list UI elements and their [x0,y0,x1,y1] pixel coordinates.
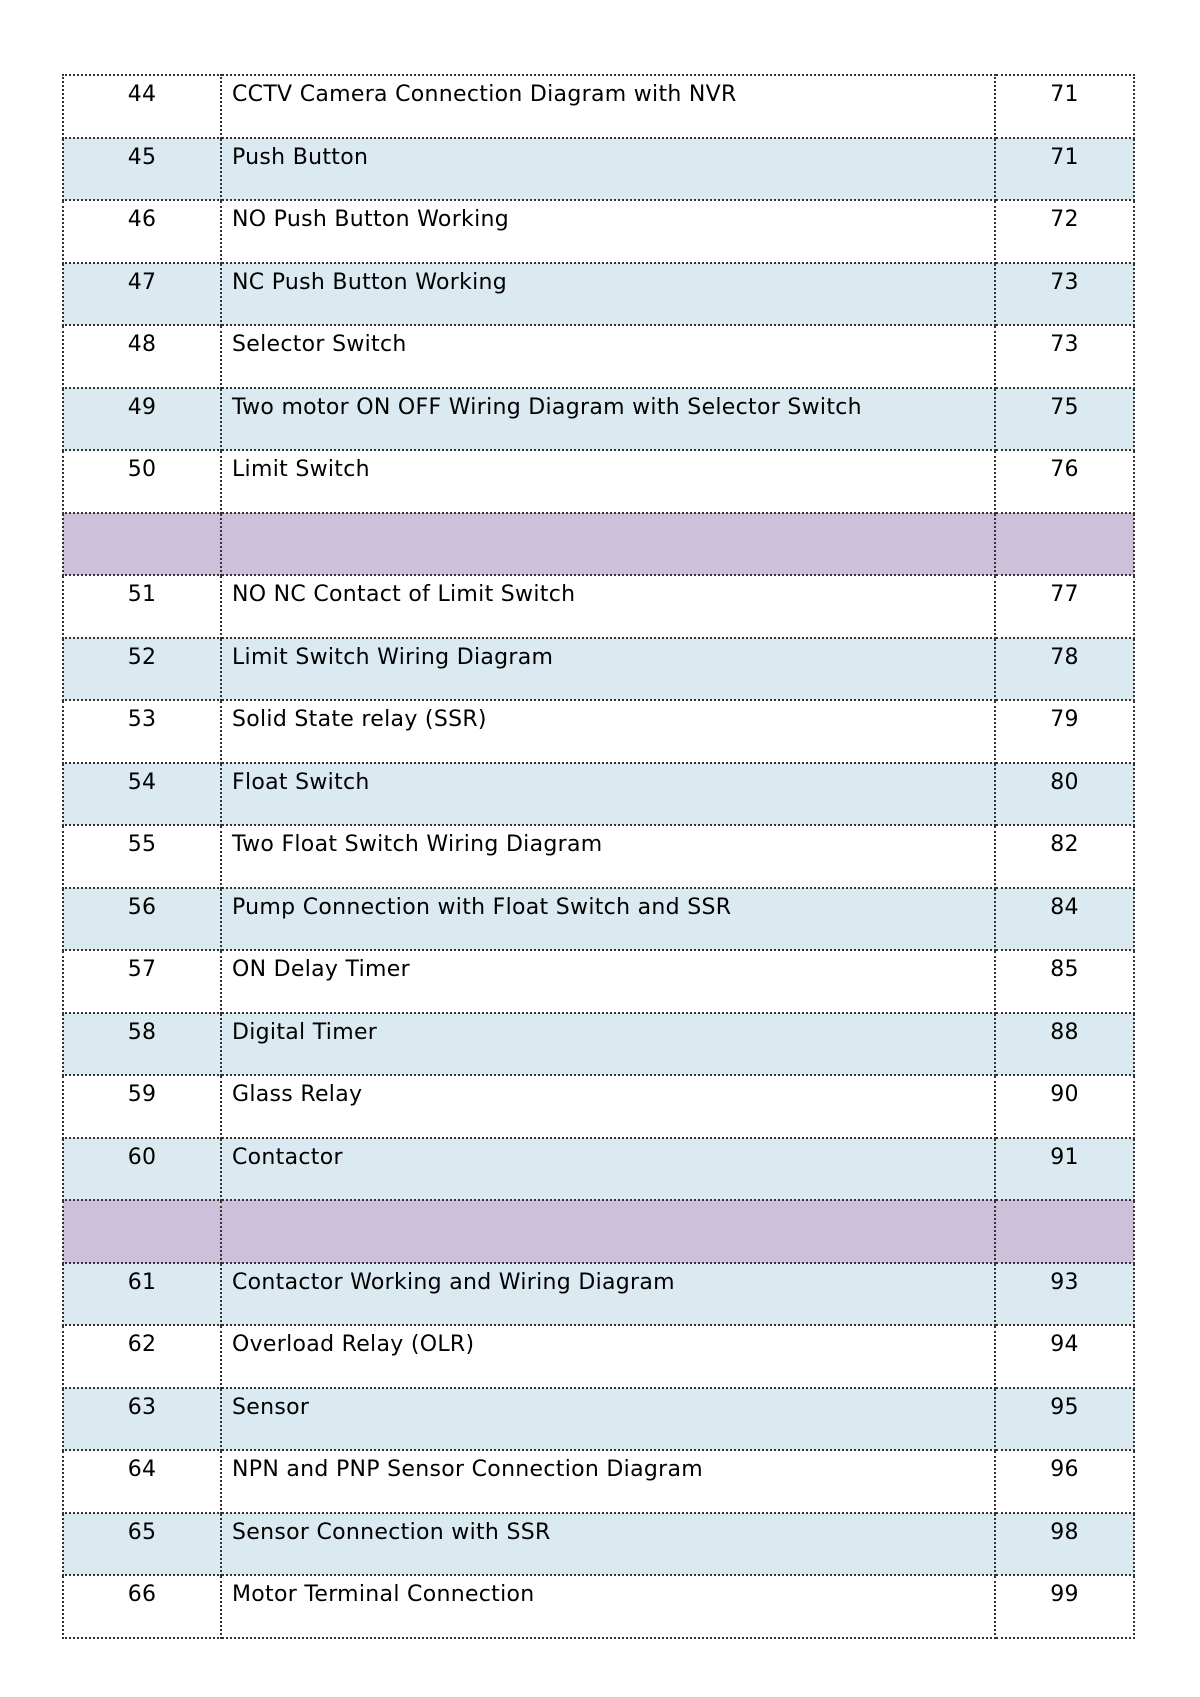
entry-page-number: 79 [1050,707,1079,732]
entry-number-cell [63,263,221,326]
entry-title-cell [221,1013,995,1076]
toc-row [63,388,1134,451]
entry-title: Limit Switch Wiring Diagram [232,644,554,670]
toc-row [63,1075,1134,1138]
separator-cell [63,1200,221,1263]
entry-title-cell [221,1325,995,1388]
entry-number-cell [63,763,221,826]
entry-title: Sensor [232,1394,310,1420]
toc-row [63,700,1134,763]
separator-cell [221,513,995,576]
entry-title: Motor Terminal Connection [232,1582,535,1607]
entry-title-cell [221,75,995,138]
entry-title-cell [221,1575,995,1638]
entry-title: Two motor ON OFF Wiring Diagram with Selector Switch [232,394,862,420]
entry-page-number-cell [995,825,1134,888]
toc-row [63,1325,1134,1388]
toc-row [63,763,1134,826]
entry-page-number-cell [995,388,1134,451]
entry-number-cell [63,1263,221,1326]
entry-page-number: 73 [1050,269,1079,295]
entry-number-cell [63,1513,221,1576]
entry-number: 47 [127,269,157,295]
entry-title: Contactor [232,1144,343,1170]
entry-number-cell [63,1075,221,1138]
entry-number: 66 [127,1582,157,1607]
section-separator-row [63,1200,1134,1263]
entry-page-number: 80 [1050,769,1079,795]
entry-number-cell [63,200,221,263]
entry-number-cell [63,138,221,201]
entry-page-number-cell [995,1450,1134,1513]
toc-row [63,1263,1134,1326]
entry-title: NO Push Button Working [232,207,510,232]
entry-page-number-cell [995,1013,1134,1076]
entry-title-cell [221,388,995,451]
entry-number-cell [63,950,221,1013]
entry-number-cell [63,325,221,388]
entry-title-cell [221,263,995,326]
entry-title: Selector Switch [232,332,407,357]
entry-title-cell [221,1263,995,1326]
entry-number-cell [63,1450,221,1513]
table-of-contents [62,74,1135,1639]
entry-page-number-cell [995,1075,1134,1138]
entry-page-number: 91 [1050,1144,1079,1170]
toc-row [63,1388,1134,1451]
entry-title-cell [221,700,995,763]
entry-page-number-cell [995,763,1134,826]
entry-number: 63 [127,1394,157,1420]
entry-title-cell [221,888,995,951]
entry-number-cell [63,575,221,638]
entry-number: 46 [127,207,157,232]
entry-page-number-cell [995,138,1134,201]
entry-number-cell [63,1013,221,1076]
entry-page-number-cell [995,638,1134,701]
entry-title-cell [221,825,995,888]
entry-title-cell [221,450,995,513]
entry-page-number-cell [995,950,1134,1013]
entry-title-cell [221,638,995,701]
entry-title: NO NC Contact of Limit Switch [232,582,576,607]
entry-page-number-cell [995,1575,1134,1638]
entry-page-number-cell [995,1263,1134,1326]
entry-page-number-cell [995,325,1134,388]
entry-title-cell [221,1138,995,1201]
entry-page-number: 88 [1050,1019,1079,1045]
entry-page-number: 75 [1050,394,1079,420]
entry-page-number: 94 [1050,1332,1079,1357]
toc-row [63,263,1134,326]
entry-number: 62 [127,1332,157,1357]
entry-page-number-cell [995,200,1134,263]
entry-page-number: 73 [1050,332,1079,357]
separator-cell [995,513,1134,576]
toc-row [63,325,1134,388]
entry-title-cell [221,1513,995,1576]
entry-title: Digital Timer [232,1019,378,1045]
entry-number-cell [63,700,221,763]
entry-title: NC Push Button Working [232,269,508,295]
entry-page-number: 90 [1050,1082,1079,1107]
entry-number-cell [63,638,221,701]
toc-row [63,825,1134,888]
entry-page-number: 85 [1050,957,1079,982]
entry-number: 65 [127,1519,157,1545]
entry-title: Contactor Working and Wiring Diagram [232,1269,675,1295]
toc-row [63,888,1134,951]
entry-page-number-cell [995,888,1134,951]
entry-number-cell [63,1575,221,1638]
entry-number-cell [63,1388,221,1451]
entry-page-number-cell [995,700,1134,763]
entry-title: NPN and PNP Sensor Connection Diagram [232,1457,703,1482]
separator-cell [995,1200,1134,1263]
entry-title-cell [221,325,995,388]
entry-number: 64 [127,1457,157,1482]
entry-number-cell [63,75,221,138]
entry-title: Pump Connection with Float Switch and SSR [232,894,732,920]
toc-row [63,200,1134,263]
entry-number: 56 [127,894,157,920]
entry-page-number: 72 [1050,207,1079,232]
entry-title-cell [221,1450,995,1513]
entry-page-number: 77 [1050,582,1079,607]
entry-page-number-cell [995,575,1134,638]
entry-number: 52 [127,644,157,670]
entry-page-number-cell [995,263,1134,326]
toc-row [63,1513,1134,1576]
entry-number: 55 [127,832,157,857]
entry-number-cell [63,1138,221,1201]
entry-title: Overload Relay (OLR) [232,1332,475,1357]
toc-row [63,138,1134,201]
entry-page-number: 71 [1050,82,1079,107]
entry-title: CCTV Camera Connection Diagram with NVR [232,82,737,107]
toc-row [63,1450,1134,1513]
entry-title: Glass Relay [232,1082,363,1107]
entry-page-number-cell [995,1513,1134,1576]
toc-row [63,950,1134,1013]
toc-row [63,1013,1134,1076]
toc-row [63,1138,1134,1201]
entry-page-number: 71 [1050,144,1079,170]
toc-row [63,75,1134,138]
entry-page-number-cell [995,1138,1134,1201]
entry-title: ON Delay Timer [232,957,410,982]
toc-body [63,75,1134,1638]
section-separator-row [63,513,1134,576]
toc-row [63,575,1134,638]
entry-number-cell [63,888,221,951]
entry-title: Float Switch [232,769,370,795]
entry-number: 53 [127,707,157,732]
entry-page-number: 76 [1050,457,1079,482]
entry-title: Solid State relay (SSR) [232,707,487,732]
entry-page-number: 95 [1050,1394,1079,1420]
entry-number: 59 [127,1082,157,1107]
toc-row [63,638,1134,701]
entry-title: Push Button [232,144,369,170]
entry-page-number: 99 [1050,1582,1079,1607]
entry-number: 49 [127,394,157,420]
entry-title: Limit Switch [232,457,370,482]
entry-number-cell [63,450,221,513]
entry-title: Two Float Switch Wiring Diagram [232,832,603,857]
entry-page-number-cell [995,1388,1134,1451]
entry-number: 51 [127,582,157,607]
entry-title-cell [221,1388,995,1451]
entry-number: 61 [127,1269,157,1295]
entry-number: 48 [127,332,157,357]
entry-number-cell [63,1325,221,1388]
entry-title-cell [221,950,995,1013]
entry-number: 60 [127,1144,157,1170]
entry-page-number: 78 [1050,644,1079,670]
entry-page-number: 96 [1050,1457,1079,1482]
entry-number: 54 [127,769,157,795]
entry-page-number-cell [995,75,1134,138]
entry-title: Sensor Connection with SSR [232,1519,551,1545]
entry-number: 50 [127,457,157,482]
entry-number: 57 [127,957,157,982]
toc-row [63,1575,1134,1638]
entry-title-cell [221,200,995,263]
entry-page-number: 98 [1050,1519,1079,1545]
entry-title-cell [221,763,995,826]
entry-number-cell [63,825,221,888]
entry-page-number-cell [995,1325,1134,1388]
separator-cell [63,513,221,576]
separator-cell [221,1200,995,1263]
entry-number-cell [63,388,221,451]
entry-title-cell [221,575,995,638]
entry-number: 44 [127,82,157,107]
entry-page-number-cell [995,450,1134,513]
entry-page-number: 93 [1050,1269,1079,1295]
entry-page-number: 84 [1050,894,1079,920]
entry-page-number: 82 [1050,832,1079,857]
entry-number: 58 [127,1019,157,1045]
entry-title-cell [221,138,995,201]
toc-row [63,450,1134,513]
entry-number: 45 [127,144,157,170]
entry-title-cell [221,1075,995,1138]
